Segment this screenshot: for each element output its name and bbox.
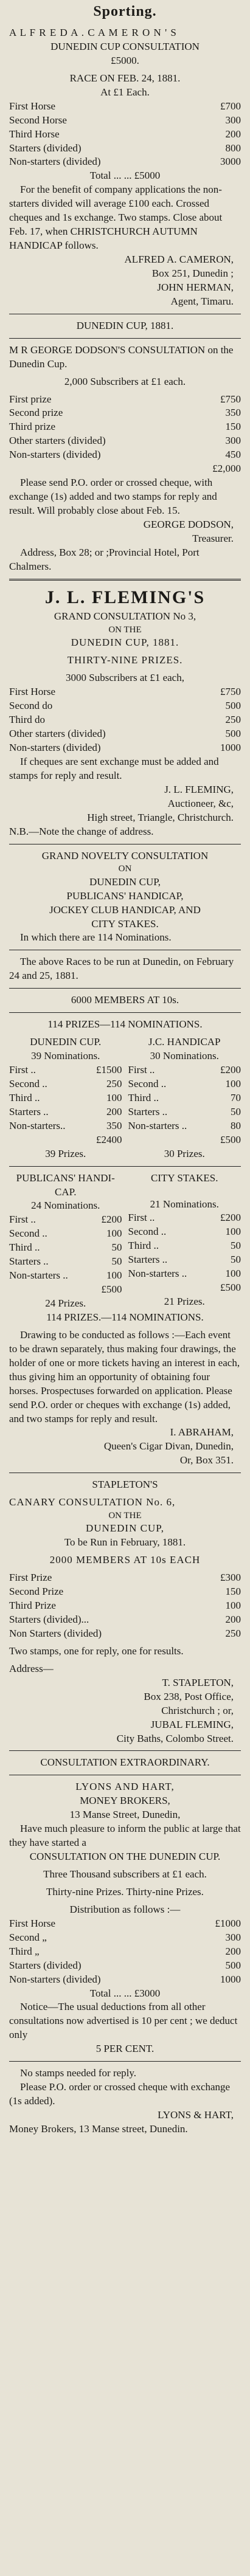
race-title: DUNEDIN CUP. bbox=[30, 1036, 102, 1048]
advert-amount: £5000. bbox=[111, 54, 139, 66]
advert-line: ON THE bbox=[108, 1511, 142, 1521]
divider bbox=[9, 579, 241, 581]
advert-line: DUNEDIN CUP, bbox=[89, 875, 161, 888]
signature: JOHN HERMAN, bbox=[157, 281, 234, 293]
prize-row: First Horse £700 bbox=[9, 100, 241, 112]
prize-row: Non-starters .. 100 bbox=[9, 1269, 122, 1282]
signature: Or, Box 351. bbox=[179, 1454, 234, 1466]
prize-row: Non-starters (divided) 1000 bbox=[9, 741, 241, 753]
signature: Treasurer. bbox=[192, 532, 234, 544]
advert-line: PUBLICANS' HANDICAP, bbox=[66, 889, 184, 902]
signature: GEORGE DODSON, bbox=[143, 518, 234, 530]
address-label: Address— bbox=[9, 1662, 54, 1674]
prize-row: Third .. 100 bbox=[9, 1091, 122, 1103]
advert-line: To be Run in February, 1881. bbox=[64, 1536, 186, 1549]
prize-row: Starters (divided) 500 bbox=[9, 1959, 241, 1971]
prizes-count: 30 Prizes. bbox=[164, 1147, 205, 1159]
signature: High street, Triangle, Christchurch. bbox=[87, 811, 234, 823]
prize-row: Non-starters (divided) 1000 bbox=[9, 1973, 241, 1985]
advert-line: ON bbox=[118, 864, 132, 874]
page-column bbox=[9, 0, 241, 2139]
prize-row: First Horse £1000 bbox=[9, 1917, 241, 1929]
prize-row: Non Starters (divided) 250 bbox=[9, 1627, 241, 1639]
race-title: CITY STAKES. bbox=[151, 1172, 218, 1184]
prize-row: Second Horse 300 bbox=[9, 114, 241, 126]
advert-body: For the benefit of company applications the non-starters divided will average £100 each. Crossed cheques and 1s exchange. Two stamps. Close about Feb. 17, when CHRISTCHURCH AUTUMN HANDICAP follows. bbox=[9, 184, 223, 252]
nominations-count: 30 Nominations. bbox=[150, 1050, 219, 1062]
prize-row: Starters .. 200 bbox=[9, 1105, 122, 1117]
advert-heading: STAPLETON'S bbox=[92, 1479, 158, 1491]
prize-row: Starters (divided) 800 bbox=[9, 142, 241, 154]
advert-line: ON THE bbox=[108, 625, 142, 635]
subscribers-line: Three Thousand subscribers at £1 each. bbox=[43, 1868, 207, 1880]
prize-row: First .. £200 bbox=[128, 1212, 241, 1224]
advert-title: CONSULTATION ON THE DUNEDIN CUP. bbox=[29, 1851, 221, 1863]
total-line: Total ... ... £5000 bbox=[89, 170, 161, 182]
nominations-count: 39 Nominations. bbox=[31, 1050, 100, 1062]
advert-body: Please send P.O. order or crossed cheque, with exchange (1s) added and two stamps for reply and result. Will probably close about Feb. 15. bbox=[9, 477, 217, 516]
signature: City Baths, Colombo Street. bbox=[116, 1732, 234, 1744]
prize-row: Starters (divided)... 200 bbox=[9, 1614, 241, 1625]
prize-row: Second .. 100 bbox=[9, 1228, 122, 1240]
prize-row: Third Prize 100 bbox=[9, 1600, 241, 1612]
prize-row: Third .. 50 bbox=[128, 1240, 241, 1252]
signature: J. L. FLEMING, bbox=[164, 783, 234, 795]
prize-row: Non-starters .. 100 bbox=[128, 1268, 241, 1280]
advert-body: Notice—The usual deductions from all other consultations now advertised is 10 per cent ; we deduct only bbox=[9, 2001, 238, 2041]
prize-row: Third do 250 bbox=[9, 714, 241, 726]
race-table bbox=[128, 1035, 241, 1161]
prize-list bbox=[9, 393, 241, 463]
prize-list bbox=[9, 685, 241, 755]
percentage-line: 5 PER CENT. bbox=[95, 2043, 155, 2055]
race-title: CAP. bbox=[55, 1186, 77, 1198]
price-line: At £1 Each. bbox=[100, 86, 150, 98]
table-total: £2400 bbox=[96, 1133, 122, 1145]
prizes-title: Thirty-nine Prizes. Thirty-nine Prizes. bbox=[46, 1885, 204, 1897]
signature: Box 238, Post Office, bbox=[144, 1690, 234, 1702]
race-tables-top bbox=[9, 1035, 241, 1161]
prize-list bbox=[9, 1571, 241, 1641]
signature: Auctioneer, &c, bbox=[167, 797, 234, 809]
advert-lyons-hart bbox=[9, 1756, 241, 2136]
prize-row: Starters .. 50 bbox=[128, 1254, 241, 1266]
nominations-count: 24 Nominations. bbox=[31, 1200, 100, 1212]
signature: Christchurch ; or, bbox=[161, 1704, 234, 1716]
advert-heading: DUNEDIN CUP, 1881. bbox=[76, 319, 174, 331]
members-line: 6000 MEMBERS AT 10s. bbox=[71, 994, 179, 1006]
advert-body: M R GEORGE DODSON'S CONSULTATION on the Dunedin Cup. bbox=[9, 344, 234, 370]
advert-title: DUNEDIN CUP, bbox=[85, 1522, 165, 1535]
prizes-count: 39 Prizes. bbox=[45, 1147, 86, 1159]
prize-row: Starters .. 50 bbox=[128, 1105, 241, 1117]
total-line: Total ... ... £3000 bbox=[89, 1987, 161, 1999]
prize-row: Second prize 350 bbox=[9, 407, 241, 419]
prize-row: Non-starters.. 350 bbox=[9, 1119, 122, 1131]
prize-row: First prize £750 bbox=[9, 393, 241, 405]
prize-row: Non-starters (divided) 450 bbox=[9, 449, 241, 461]
signature: LYONS & HART, bbox=[158, 2109, 234, 2121]
advert-abraham bbox=[9, 849, 241, 1468]
advert-heading: CONSULTATION EXTRAORDINARY. bbox=[40, 1756, 210, 1769]
advert-heading: GRAND NOVELTY CONSULTATION bbox=[41, 849, 209, 862]
signature: Box 251, Dunedin ; bbox=[151, 267, 234, 279]
divider bbox=[9, 988, 241, 989]
nominations-count: 21 Nominations. bbox=[150, 1198, 219, 1210]
divider bbox=[9, 1012, 241, 1013]
divider bbox=[9, 338, 241, 339]
prize-row: Second .. 100 bbox=[128, 1077, 241, 1089]
advert-name: J. L. FLEMING'S bbox=[44, 587, 206, 607]
advert-body: No stamps needed for reply. bbox=[20, 2067, 137, 2079]
divider bbox=[9, 1166, 241, 1167]
prize-row: Other starters (divided) 300 bbox=[9, 435, 241, 447]
prize-row: Non-starters .. 80 bbox=[128, 1119, 241, 1131]
advert-name: LYONS AND HART, bbox=[75, 1781, 175, 1793]
divider bbox=[9, 1750, 241, 1751]
advert-title: DUNEDIN CUP CONSULTATION bbox=[50, 40, 200, 52]
advert-fleming bbox=[9, 585, 241, 839]
prize-row: Starters .. 50 bbox=[9, 1255, 122, 1268]
signature: Money Brokers, 13 Manse street, Dunedin. bbox=[9, 2122, 188, 2135]
address-line: Address, Box 28; or ;Provincial Hotel, Port Chalmers. bbox=[9, 546, 200, 572]
subscribers-line: 3000 Subscribers at £1 each, bbox=[66, 672, 184, 684]
signature: I. ABRAHAM, bbox=[170, 1426, 234, 1438]
prize-row: Other starters (divided) 500 bbox=[9, 728, 241, 739]
advert-dodson bbox=[9, 319, 241, 574]
prize-row: First Prize £300 bbox=[9, 1572, 241, 1584]
signature: Queen's Cigar Divan, Dunedin, bbox=[103, 1440, 234, 1452]
advert-body: The above Races to be run at Dunedin, on February 24 and 25, 1881. bbox=[9, 956, 234, 982]
prize-row: First .. £1500 bbox=[9, 1064, 122, 1076]
address-line: 13 Manse Street, Dunedin, bbox=[69, 1809, 181, 1821]
advert-subtitle: GRAND CONSULTATION No 3, bbox=[54, 610, 196, 623]
advert-body: In which there are 114 Nominations. bbox=[20, 931, 172, 944]
advert-subtitle: MONEY BROKERS, bbox=[80, 1795, 170, 1807]
advert-body: Have much pleasure to inform the public at large that they have started a bbox=[9, 1823, 241, 1849]
advert-body: Two stamps, one for reply, one for results. bbox=[9, 1645, 184, 1657]
prizes-count: 21 Prizes. bbox=[164, 1296, 205, 1308]
total-line: £2,000 bbox=[212, 463, 241, 475]
advert-body: Drawing to be conducted as follows :—Each event to be drawn separately, thus making four drawings, the holder of one or more tickets having an interest in each, thus giving him an opportunity of obtaining four horses. Prospectuses forwarded on application. Please send P.O. order or cheques with exchange (1s) added, and two stamps for reply and result. bbox=[9, 1328, 240, 1424]
advert-note: N.B.—Note the change of address. bbox=[9, 825, 154, 837]
table-total: £500 bbox=[220, 1133, 241, 1145]
prize-row: Second do 500 bbox=[9, 700, 241, 712]
advert-title: CANARY CONSULTATION No. 6, bbox=[9, 1496, 176, 1508]
subscribers-line: 2,000 Subscribers at £1 each. bbox=[64, 375, 186, 387]
prize-row: Non-starters (divided) 3000 bbox=[9, 156, 241, 168]
advert-body: If cheques are sent exchange must be added and stamps for reply and result. bbox=[9, 755, 219, 781]
distribution-line: Distribution as follows :— bbox=[69, 1903, 181, 1915]
section-heading: Sporting. bbox=[93, 4, 157, 19]
prize-row: Third .. 70 bbox=[128, 1091, 241, 1103]
prize-row: Third Horse 200 bbox=[9, 128, 241, 140]
prize-list bbox=[9, 1917, 241, 1987]
race-table bbox=[9, 1172, 122, 1311]
race-title: J.C. HANDICAP bbox=[148, 1036, 221, 1048]
signature: JUBAL FLEMING, bbox=[150, 1718, 234, 1730]
prize-row: Third „ 200 bbox=[9, 1945, 241, 1957]
race-date: RACE ON FEB. 24, 1881. bbox=[69, 72, 181, 84]
race-title: PUBLICANS' HANDI- bbox=[16, 1172, 115, 1184]
advert-stapleton bbox=[9, 1478, 241, 1746]
prizes-title: THIRTY-NINE PRIZES. bbox=[67, 654, 183, 666]
race-table bbox=[128, 1172, 241, 1311]
prize-row: First Horse £750 bbox=[9, 686, 241, 698]
prizes-title: 114 PRIZES—114 NOMINATIONS. bbox=[47, 1018, 203, 1031]
prize-row: First .. £200 bbox=[9, 1214, 122, 1226]
table-total: £500 bbox=[220, 1282, 241, 1294]
prize-row: First .. £200 bbox=[128, 1064, 241, 1076]
prize-row: Second .. 100 bbox=[128, 1226, 241, 1238]
members-line: 2000 MEMBERS AT 10s EACH bbox=[49, 1554, 201, 1566]
signature: T. STAPLETON, bbox=[162, 1676, 234, 1688]
advert-title: DUNEDIN CUP, 1881. bbox=[71, 637, 179, 649]
advert-cameron bbox=[9, 26, 241, 309]
prizes-count: 24 Prizes. bbox=[45, 1297, 86, 1309]
table-total: £500 bbox=[101, 1283, 122, 1296]
prize-row: Third .. 50 bbox=[9, 1241, 122, 1254]
advert-line: JOCKEY CLUB HANDICAP, AND bbox=[49, 903, 201, 916]
prize-row: Second „ 300 bbox=[9, 1931, 241, 1943]
signature: Agent, Timaru. bbox=[170, 295, 234, 307]
divider bbox=[9, 2061, 241, 2062]
signature: ALFRED A. CAMERON, bbox=[124, 254, 234, 265]
advert-line: CITY STAKES. bbox=[91, 917, 159, 930]
prize-row: Second .. 250 bbox=[9, 1077, 122, 1089]
race-tables-bottom bbox=[9, 1172, 241, 1311]
prize-row: Second Prize 150 bbox=[9, 1586, 241, 1598]
advert-body: Please P.O. order or crossed cheque with exchange (1s added). bbox=[9, 2081, 231, 2107]
prize-list bbox=[9, 100, 241, 170]
advert-line: A L F R E D A . C A M E R O N ' S bbox=[9, 27, 177, 38]
race-table bbox=[9, 1035, 122, 1161]
prize-row: Third prize 150 bbox=[9, 421, 241, 433]
prizes-title: 114 PRIZES.—114 NOMINATIONS. bbox=[46, 1311, 204, 1323]
